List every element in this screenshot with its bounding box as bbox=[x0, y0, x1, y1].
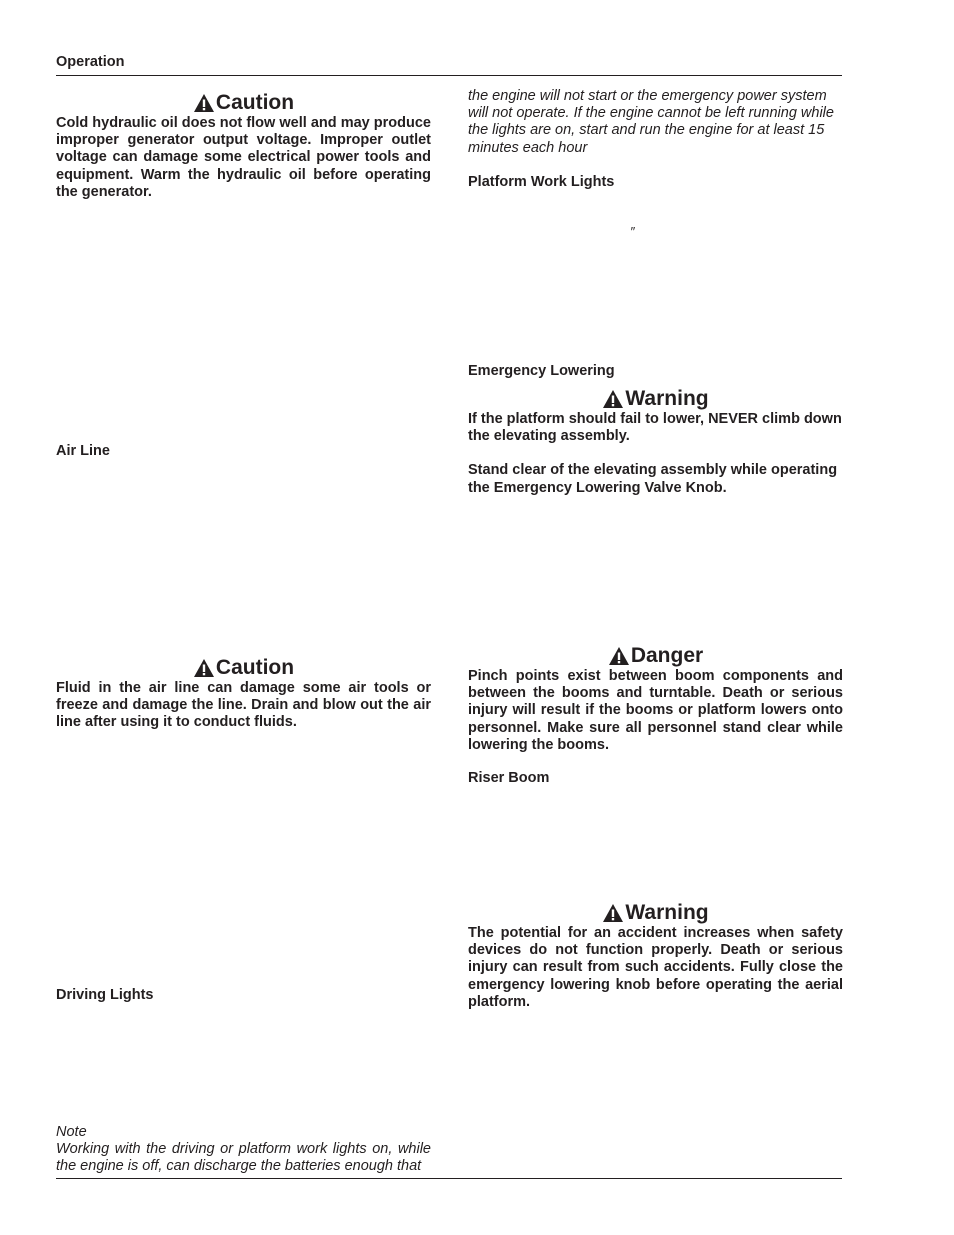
warning-text: If the platform should fail to lower, NEVER climb down the elevating assembly. bbox=[468, 411, 842, 445]
caution-text: Cold hydraulic oil does not flow well and may produce improper generator output voltage. Improper outlet voltage can damage some electrical power tools and equipment. Warm the hydraulic oil before operating the generator. bbox=[56, 115, 431, 200]
danger-title: Danger bbox=[468, 644, 843, 668]
caution-title: Caution bbox=[56, 656, 431, 680]
caution-text: Fluid in the air line can damage some air tools or freeze and damage the line. Drain and blow out the air line after using it to conduct fluids. bbox=[56, 680, 431, 731]
note-text: Working with the driving or platform work lights on, while the engine is off, can discharge the batteries enough that bbox=[56, 1141, 431, 1175]
emergency-lowering-heading: Emergency Lowering bbox=[468, 363, 615, 379]
warning-triangle-icon bbox=[602, 903, 624, 923]
driving-lights-heading: Driving Lights bbox=[56, 987, 154, 1003]
warning-triangle-icon bbox=[608, 646, 630, 666]
caution-title: Caution bbox=[56, 91, 431, 115]
note-continued-block bbox=[468, 88, 843, 157]
caution-block-hydraulic bbox=[56, 91, 431, 201]
caution-block-air-line bbox=[56, 656, 431, 732]
warning-text: The potential for an accident increases when safety devices do not function properly. Death or serious injury can result from such accidents. Fully close the emergency lowering knob before operating the aerial platform. bbox=[468, 925, 843, 1010]
note-label: Note bbox=[56, 1124, 87, 1140]
note-block bbox=[56, 1124, 431, 1176]
warning-block-emergency-lowering bbox=[468, 387, 843, 497]
danger-text: Pinch points exist between boom components and between the booms and turntable. Death or serious injury will result if the booms or platform lowers onto personnel. Make sure all personnel stand clear while lowering the booms. bbox=[468, 668, 843, 753]
warning-text: Stand clear of the elevating assembly while operating the Emergency Lowering Valve Knob. bbox=[468, 462, 838, 496]
footer-rule bbox=[56, 1178, 842, 1179]
warning-triangle-icon bbox=[602, 389, 624, 409]
warning-title: Warning bbox=[468, 901, 843, 925]
stray-mark: ″ bbox=[630, 224, 635, 239]
warning-triangle-icon bbox=[193, 658, 215, 678]
section-header: Operation bbox=[56, 54, 125, 70]
riser-boom-heading: Riser Boom bbox=[468, 770, 550, 786]
header-rule bbox=[56, 75, 842, 76]
warning-triangle-icon bbox=[193, 93, 215, 113]
platform-work-lights-heading: Platform Work Lights bbox=[468, 174, 615, 190]
danger-block bbox=[468, 644, 843, 754]
warning-block-safety-devices bbox=[468, 901, 843, 1011]
air-line-heading: Air Line bbox=[56, 443, 110, 459]
warning-title: Warning bbox=[468, 387, 843, 411]
note-continued-text: the engine will not start or the emergency power system will not operate. If the engine cannot be left running while the lights are on, start and run the engine for at least 15 minutes each hour bbox=[468, 88, 834, 156]
